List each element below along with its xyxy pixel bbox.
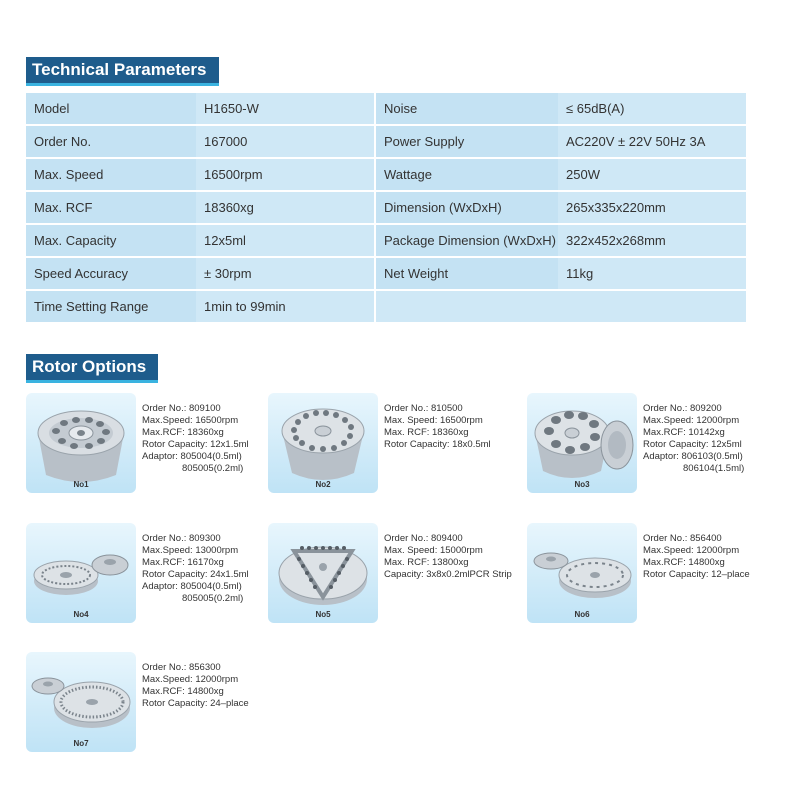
param-label: Max. Speed xyxy=(26,159,196,192)
param-value: 12x5ml xyxy=(196,225,374,258)
param-label: Max. RCF xyxy=(26,192,196,225)
rotor-number: No7 xyxy=(73,739,89,748)
rotor-specs: Order No.: 809400 Max. Speed: 15000rpm Max. RCF: 13800xg Capacity: 3x8x0.2mlPCR Strip xyxy=(384,533,512,580)
param-label xyxy=(376,291,558,324)
technical-parameters-heading: Technical Parameters xyxy=(26,57,219,86)
rotor-options-heading: Rotor Options xyxy=(26,354,158,383)
param-value: H1650-W xyxy=(196,93,374,126)
rotor-image xyxy=(26,523,136,623)
rotor-image xyxy=(26,393,136,493)
param-value: 265x335x220mm xyxy=(558,192,746,225)
technical-parameters-table xyxy=(26,93,746,324)
param-row xyxy=(26,159,746,192)
param-label: Max. Capacity xyxy=(26,225,196,258)
param-label: Model xyxy=(26,93,196,126)
rotor-specs: Order No.: 809300 Max.Speed: 13000rpm Max.RCF: 16170xg Rotor Capacity: 24x1.5ml Adaptor: 805004(0.5ml) 805005(0.2ml) xyxy=(142,533,249,604)
param-value: 11kg xyxy=(558,258,746,291)
param-value: ± 30rpm xyxy=(196,258,374,291)
rotor-number: No6 xyxy=(574,610,590,619)
param-value: ≤ 65dB(A) xyxy=(558,93,746,126)
rotor-image xyxy=(527,523,637,623)
param-value: 18360xg xyxy=(196,192,374,225)
rotor-card xyxy=(527,523,797,633)
param-value xyxy=(558,291,746,324)
param-value: 16500rpm xyxy=(196,159,374,192)
param-label: Wattage xyxy=(376,159,558,192)
rotor-number: No1 xyxy=(73,480,89,489)
rotor-image xyxy=(268,523,378,623)
param-row xyxy=(26,291,746,324)
param-label: Order No. xyxy=(26,126,196,159)
param-row xyxy=(26,126,746,159)
rotor-image xyxy=(268,393,378,493)
rotor-number: No2 xyxy=(315,480,331,489)
rotor-number: No5 xyxy=(315,610,331,619)
rotor-specs: Order No.: 809200 Max.Speed: 12000rpm Max.RCF: 10142xg Rotor Capacity: 12x5ml Adaptor: 806103(0.5ml) 806104(1.5ml) xyxy=(643,403,745,474)
rotor-card xyxy=(527,393,797,503)
param-label: Package Dimension (WxDxH) xyxy=(376,225,558,258)
param-label: Time Setting Range xyxy=(26,291,196,324)
rotor-number: No4 xyxy=(73,610,89,619)
param-value: AC220V ± 22V 50Hz 3A xyxy=(558,126,746,159)
param-label: Power Supply xyxy=(376,126,558,159)
rotor-image xyxy=(26,652,136,752)
rotor-image xyxy=(527,393,637,493)
rotor-specs: Order No.: 810500 Max. Speed: 16500rpm Max. RCF: 18360xg Rotor Capacity: 18x0.5ml xyxy=(384,403,491,450)
rotor-card xyxy=(26,652,406,762)
param-value: 1min to 99min xyxy=(196,291,374,324)
rotor-specs: Order No.: 809100 Max.Speed: 16500rpm Max.RCF: 18360xg Rotor Capacity: 12x1.5ml Adaptor: 805004(0.5ml) 805005(0.2ml) xyxy=(142,403,249,474)
rotor-number: No3 xyxy=(574,480,590,489)
param-value: 250W xyxy=(558,159,746,192)
param-label: Speed Accuracy xyxy=(26,258,196,291)
param-label: Noise xyxy=(376,93,558,126)
param-row xyxy=(26,258,746,291)
param-row xyxy=(26,93,746,126)
rotor-specs: Order No.: 856400 Max.Speed: 12000rpm Max.RCF: 14800xg Rotor Capacity: 12–place xyxy=(643,533,750,580)
param-row xyxy=(26,192,746,225)
param-row xyxy=(26,225,746,258)
param-label: Dimension (WxDxH) xyxy=(376,192,558,225)
param-label: Net Weight xyxy=(376,258,558,291)
rotor-specs: Order No.: 856300 Max.Speed: 12000rpm Max.RCF: 14800xg Rotor Capacity: 24–place xyxy=(142,662,249,709)
param-value: 167000 xyxy=(196,126,374,159)
param-value: 322x452x268mm xyxy=(558,225,746,258)
